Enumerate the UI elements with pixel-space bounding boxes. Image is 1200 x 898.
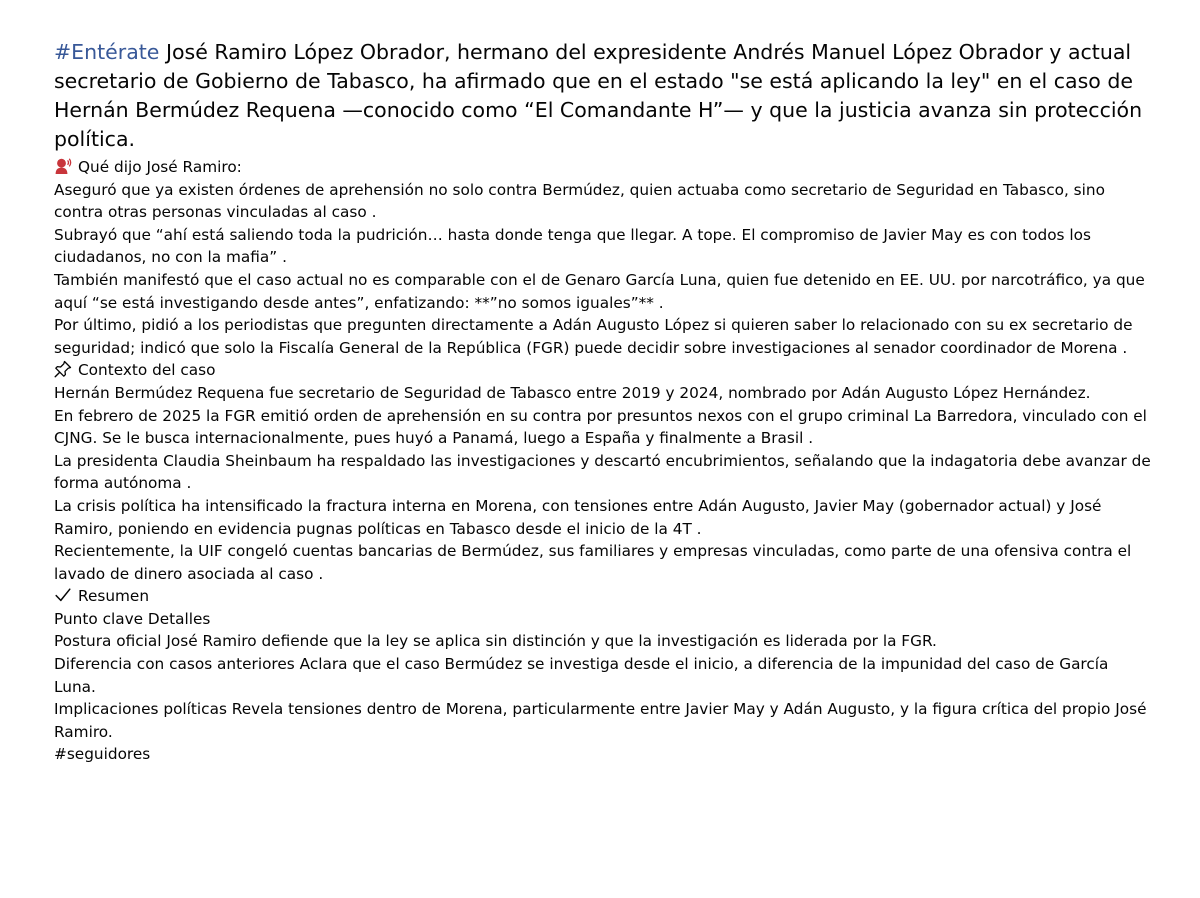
paragraph: Hernán Bermúdez Requena fue secretario de Seguridad de Tabasco entre 2019 y 2024, nombrado por Adán Augusto López Hernández.: [54, 383, 1091, 402]
paragraph: También manifestó que el caso actual no es comparable con el de Genaro García Luna, quien fue detenido en EE. UU. por narcotráfico, ya que aquí “se está investigando desde antes”, enfatizando: **”no somos iguales”** .: [54, 270, 1145, 312]
headline-text: José Ramiro López Obrador, hermano del expresidente Andrés Manuel López Obrador y actual secretario de Gobierno de Tabasco, ha afirmado que en el estado "se está aplicando la ley" en el caso de Hernán Bermúdez Requena —conocido como “El Comandante H”— y que la justicia avanza sin protección política.: [54, 40, 1143, 151]
paragraph: Recientemente, la UIF congeló cuentas bancarias de Bermúdez, sus familiares y empresas vinculadas, como parte de una ofensiva contra el lavado de dinero asociada al caso .: [54, 542, 1132, 583]
section-title: Resumen: [78, 587, 150, 606]
person-speaking-icon: [54, 157, 72, 175]
paragraph: Postura oficial José Ramiro defiende que la ley se aplica sin distinción y que la investigación es liderada por la FGR.: [54, 632, 937, 651]
post-headline: [54, 38, 1154, 154]
paragraph: La presidenta Claudia Sheinbaum ha respaldado las investigaciones y descartó encubrimientos, señalando que la indagatoria debe avanzar de forma autónoma .: [54, 451, 1151, 493]
section-heading-contexto: [54, 359, 1154, 382]
hashtag-link-enterate[interactable]: #Entérate: [54, 40, 160, 64]
section-title: Qué dijo José Ramiro:: [78, 158, 242, 176]
pushpin-icon: [54, 360, 72, 378]
hashtag-seguidores[interactable]: #seguidores: [54, 745, 151, 764]
paragraph: Implicaciones políticas Revela tensiones dentro de Morena, particularmente entre Javier May y Adán Augusto, y la figura crítica del propio José Ramiro.: [54, 700, 1147, 741]
paragraph: Aseguró que ya existen órdenes de aprehensión no solo contra Bermúdez, quien actuaba como secretario de Seguridad en Tabasco, sino contra otras personas vinculadas al caso .: [54, 180, 1105, 222]
paragraph: Subrayó que “ahí está saliendo toda la pudrición… hasta donde tenga que llegar. A tope. El compromiso de Javier May es con todos los ciudadanos, no con la mafia” .: [54, 225, 1091, 267]
check-mark-icon: [54, 586, 72, 604]
paragraph: Por último, pidió a los periodistas que pregunten directamente a Adán Augusto López si quieren saber lo relacionado con su ex secretario de seguridad; indicó que solo la Fiscalía General de la República (FGR) puede decidir sobre investigaciones al senador coordinador de Morena .: [54, 316, 1133, 357]
paragraph: Punto clave Detalles: [54, 609, 211, 628]
section-heading-resumen: [54, 585, 1154, 608]
paragraph: En febrero de 2025 la FGR emitió orden de aprehensión en su contra por presuntos nexos con el grupo criminal La Barredora, vinculado con el CJNG. Se le busca internacionalmente, pues huyó a Panamá, luego a España y finalmente a Brasil .: [54, 406, 1147, 448]
post-body: [54, 38, 1154, 766]
paragraph: Diferencia con casos anteriores Aclara que el caso Bermúdez se investiga desde el inicio, a diferencia de la impunidad del caso de García Luna.: [54, 655, 1109, 696]
section-title: Contexto del caso: [78, 361, 216, 380]
paragraph: La crisis política ha intensificado la fractura interna en Morena, con tensiones entre Adán Augusto, Javier May (gobernador actual) y José Ramiro, poniendo en evidencia pugnas políticas en Tabasco desde el inicio de la 4T .: [54, 496, 1102, 538]
section-heading-que-dijo: [54, 156, 1154, 179]
